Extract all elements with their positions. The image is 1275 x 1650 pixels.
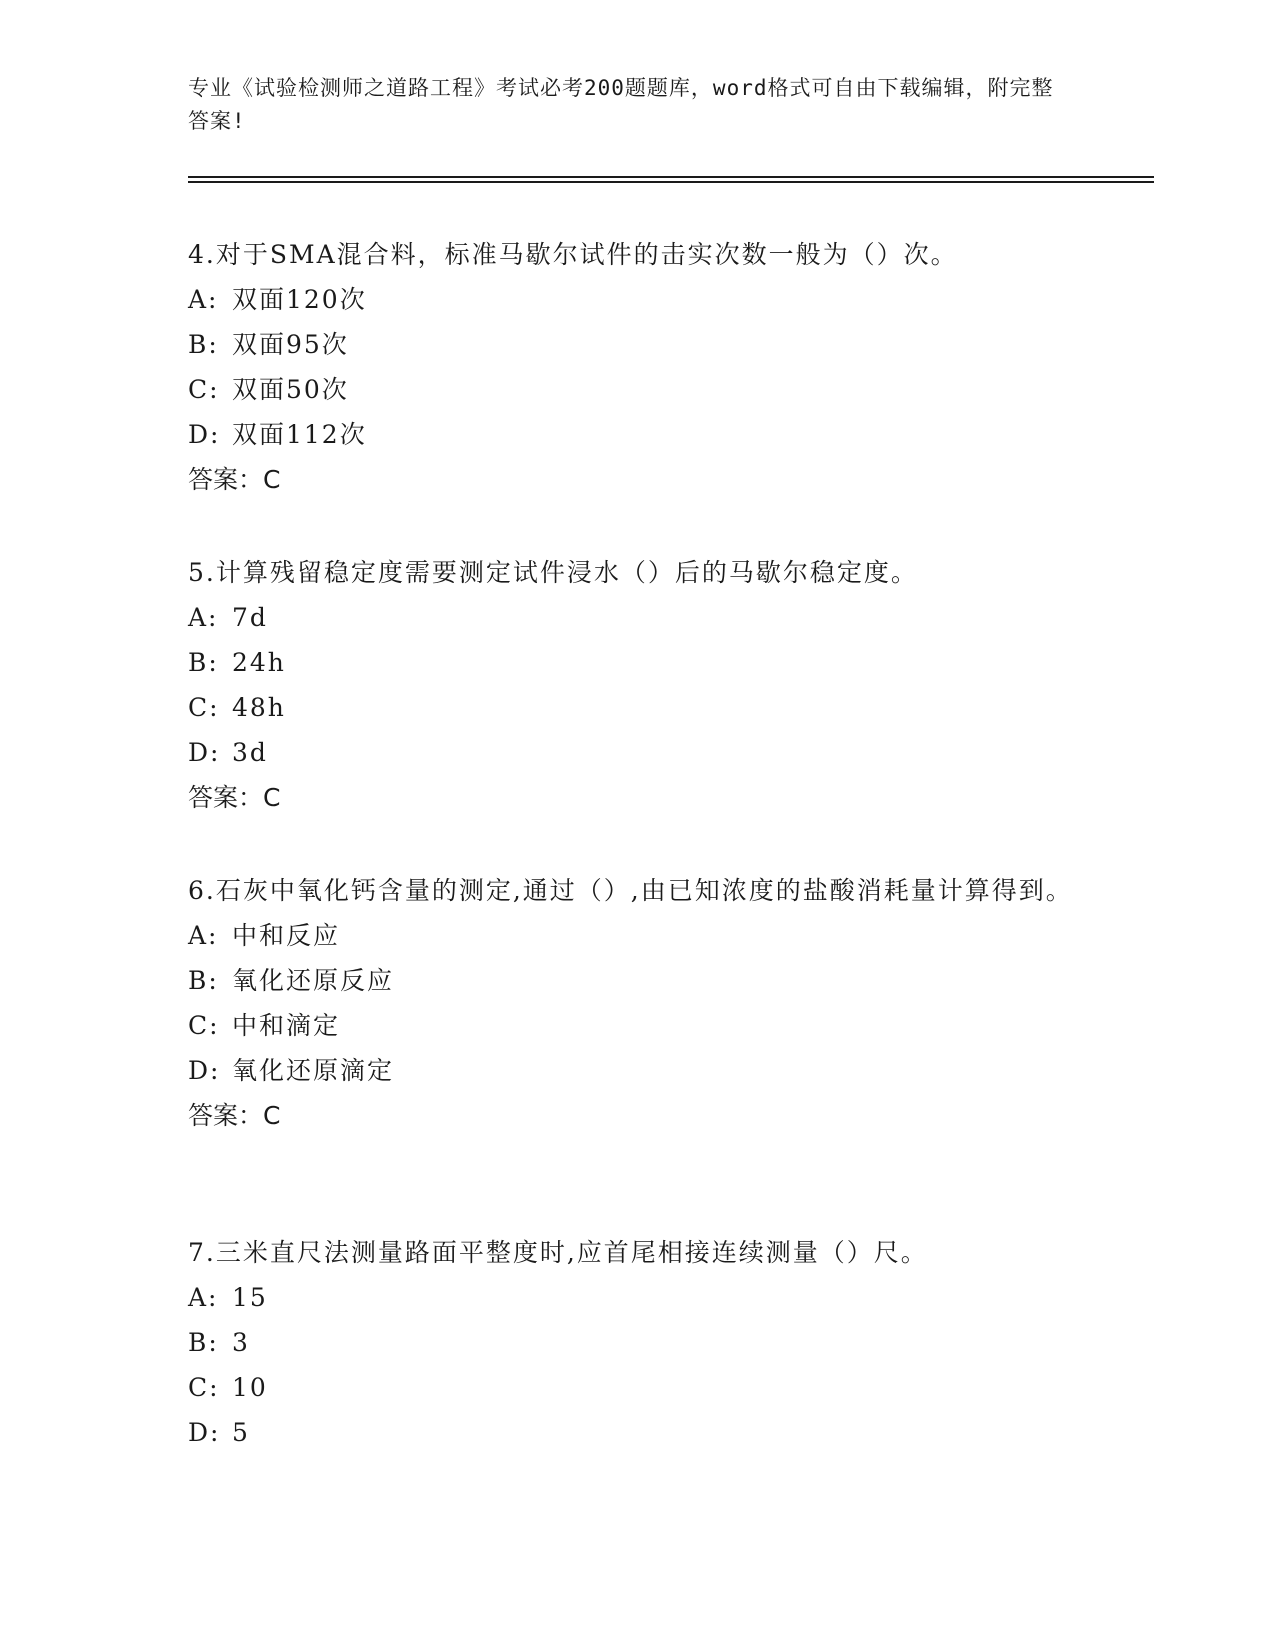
- option-text: 双面112次: [232, 420, 367, 449]
- option-letter: C:: [188, 1011, 220, 1040]
- option-text: 中和滴定: [232, 1011, 341, 1040]
- option-text: 中和反应: [232, 921, 341, 950]
- option-a: [188, 1275, 1088, 1320]
- option-text: 氧化还原滴定: [232, 1056, 395, 1085]
- option-c: [188, 685, 1088, 730]
- option-c: [188, 367, 1088, 412]
- option-text: 10: [232, 1373, 268, 1402]
- option-text: 24h: [232, 648, 286, 677]
- question-stem: 6.石灰中氧化钙含量的测定,通过（）,由已知浓度的盐酸消耗量计算得到。: [188, 876, 1073, 905]
- answer-line: 答案：C: [188, 465, 281, 494]
- option-text: 5: [232, 1418, 250, 1447]
- option-letter: A:: [188, 285, 219, 314]
- option-d: [188, 1410, 1088, 1455]
- option-a: [188, 277, 1088, 322]
- option-letter: A:: [188, 1283, 219, 1312]
- option-text: 7d: [232, 603, 268, 632]
- option-a: [188, 595, 1088, 640]
- option-d: [188, 730, 1088, 775]
- option-text: 双面120次: [232, 285, 367, 314]
- option-letter: C:: [188, 693, 220, 722]
- option-b: [188, 958, 1088, 1003]
- option-letter: C:: [188, 375, 220, 404]
- option-letter: D:: [188, 738, 221, 767]
- question-block: [188, 1230, 1088, 1455]
- option-d: [188, 412, 1088, 457]
- option-text: 双面50次: [232, 375, 349, 404]
- option-text: 48h: [232, 693, 286, 722]
- option-letter: B:: [188, 966, 219, 995]
- option-b: [188, 1320, 1088, 1365]
- question-block: [188, 232, 1088, 502]
- answer-line: 答案：C: [188, 1101, 281, 1130]
- option-letter: D:: [188, 1418, 221, 1447]
- option-letter: A:: [188, 603, 219, 632]
- option-letter: B:: [188, 648, 219, 677]
- option-text: 3d: [232, 738, 268, 767]
- option-letter: B:: [188, 330, 219, 359]
- option-text: 氧化还原反应: [232, 966, 395, 995]
- option-letter: A:: [188, 921, 219, 950]
- question-block: [188, 868, 1088, 1138]
- option-a: [188, 913, 1088, 958]
- option-letter: D:: [188, 1056, 221, 1085]
- option-text: 3: [232, 1328, 250, 1357]
- question-stem: 7.三米直尺法测量路面平整度时,应首尾相接连续测量（）尺。: [188, 1238, 928, 1267]
- document-header-title: 专业《试验检测师之道路工程》考试必考200题题库，word格式可自由下载编辑，附完整答案!: [188, 76, 1054, 133]
- option-b: [188, 640, 1088, 685]
- option-letter: C:: [188, 1373, 220, 1402]
- option-text: 15: [232, 1283, 268, 1312]
- answer-line: 答案：C: [188, 783, 281, 812]
- header-divider-bottom: [188, 181, 1154, 183]
- option-c: [188, 1003, 1088, 1048]
- option-text: 双面95次: [232, 330, 349, 359]
- option-b: [188, 322, 1088, 367]
- option-letter: B:: [188, 1328, 219, 1357]
- header-divider-top: [188, 176, 1154, 178]
- question-stem: 4.对于SMA混合料，标准马歇尔试件的击实次数一般为（）次。: [188, 240, 958, 269]
- question-block: [188, 550, 1088, 820]
- option-c: [188, 1365, 1088, 1410]
- option-letter: D:: [188, 420, 221, 449]
- question-stem: 5.计算残留稳定度需要测定试件浸水（）后的马歇尔稳定度。: [188, 558, 918, 587]
- option-d: [188, 1048, 1088, 1093]
